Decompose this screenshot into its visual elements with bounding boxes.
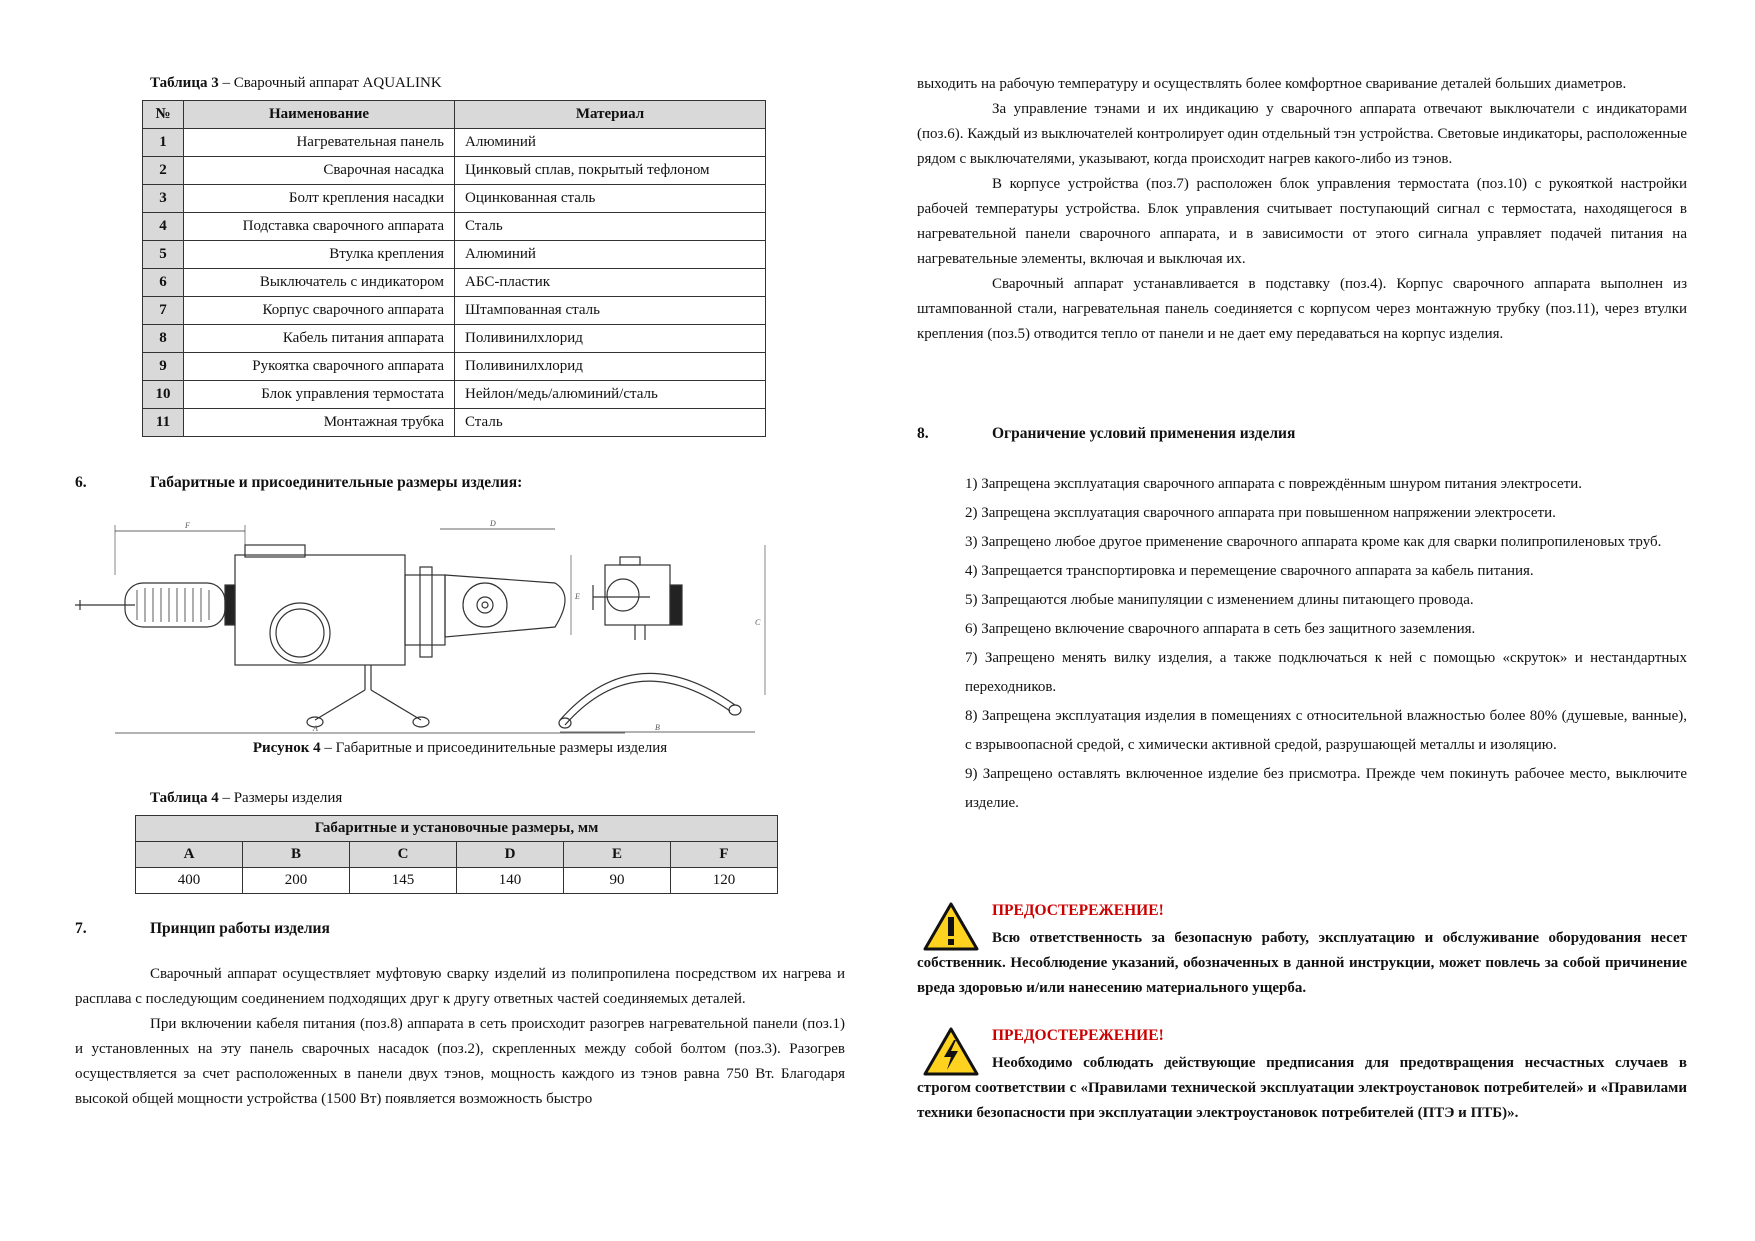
table-row: 10 Блок управления термостата Нейлон/медь/алюминий/сталь xyxy=(143,381,766,409)
list-item: 8) Запрещена эксплуатация изделия в помещениях с относительной влажностью более 80% (душевые, ванные), с взрывоопасной средой, с химически активной средой, разрушающей металлы и изоляцию. xyxy=(965,708,1687,753)
dim-label-f: F xyxy=(185,521,190,530)
list-item: 7) Запрещено менять вилку изделия, а также подключаться к ней с помощью «скруток» и нестандартных переходников. xyxy=(965,650,1687,695)
paragraph: Сварочный аппарат устанавливается в подставку (поз.4). Корпус сварочного аппарата выполнен из штампованной стали, нагревательная панель соединяется с корпусом через монтажную трубку (поз.11), через втулки крепления (поз.5) отводится тепло от панели и не дает ему передаваться на корпус изделия. xyxy=(917,276,1687,342)
table-row: 1 Нагревательная панель Алюминий xyxy=(143,129,766,157)
list-item: 5) Запрещаются любые манипуляции с изменением длины питающего провода. xyxy=(965,592,1474,608)
handle-shape xyxy=(125,583,225,627)
figure4-caption: Рисунок 4 – Габаритные и присоединительные размеры изделия xyxy=(252,740,668,756)
section6-heading: 6. Габаритные и присоединительные размеры изделия: xyxy=(75,474,523,491)
dim-label-b: B xyxy=(655,723,660,732)
welder-dimension-drawing xyxy=(75,515,845,737)
table-row: 4 Подставка сварочного аппарата Сталь xyxy=(143,213,766,241)
list-item: 6) Запрещено включение сварочного аппарата в сеть без защитного заземления. xyxy=(965,621,1476,637)
col-header-material: Материал xyxy=(455,101,766,129)
table-row: 11 Монтажная трубка Сталь xyxy=(143,409,766,437)
paragraph: В корпусе устройства (поз.7) расположен блок управления термостата (поз.10) с рукояткой настройки рабочей температуры устройства. Блок управления считывает поступающий сигнал с термостата, находящегося в нагревательной панели сварочного аппарата, и в зависимости от этого сигнала управляет подачей питания на нагревательные элементы, включая и выключая их. xyxy=(917,176,1687,267)
table-header-row: A B C D E F xyxy=(136,842,778,868)
warning-text: Всю ответственность за безопасную работу, эксплуатацию и обслуживание оборудования несет собственник. Несоблюдение указаний, обозначенных в данной инструкции, может повлечь за собой причинение вреда здоровью и/или нанесению материального ущерба. xyxy=(917,930,1687,996)
table-row: 9 Рукоятка сварочного аппарата Поливинилхлорид xyxy=(143,353,766,381)
section7-body-right xyxy=(917,72,1687,347)
paragraph: Сварочный аппарат осуществляет муфтовую сварку изделий из полипропилена посредством их нагрева и расплава с последующим соединением подходящих друг к другу ответных частей соединяемых деталей. xyxy=(75,966,845,1007)
list-item: 4) Запрещается транспортировка и перемещение сварочного аппарата за кабель питания. xyxy=(965,563,1534,579)
table-row: 400 200 145 140 90 120 xyxy=(136,868,778,894)
dim-label-c: C xyxy=(755,618,761,627)
dim-label-a: A xyxy=(313,724,318,733)
table-header-row xyxy=(143,101,766,129)
paragraph: выходить на рабочую температуру и осуществлять более комфортное сваривание деталей больших диаметров. xyxy=(917,76,1627,92)
table-row: 8 Кабель питания аппарата Поливинилхлорид xyxy=(143,325,766,353)
side-view-body xyxy=(605,565,670,625)
section8-heading: 8. Ограничение условий применения изделия xyxy=(917,425,1296,442)
table-header-row xyxy=(136,816,778,842)
section7-heading: 7. Принцип работы изделия xyxy=(75,920,330,937)
dimensions-table xyxy=(135,815,778,894)
col-header-name: Наименование xyxy=(184,101,455,129)
table-row: 3 Болт крепления насадки Оцинкованная сталь xyxy=(143,185,766,213)
paragraph: При включении кабеля питания (поз.8) аппарата в сеть происходит разогрев нагревательной панели (поз.1) и установленных на эту панель сварочных насадок (поз.2), скрепленных между собой болтом (поз.3). Разогрев осуществляется за счет расположенных в панели двух тэнов, мощность каждого из тэнов равна 750 Вт. Благодаря высокой общей мощности устройства (1500 Вт) появляется возможность быстро xyxy=(75,1016,845,1107)
table-row: 2 Сварочная насадка Цинковый сплав, покрытый тефлоном xyxy=(143,157,766,185)
list-item: 3) Запрещено любое другое применение сварочного аппарата кроме как для сварки полипропиленовых труб. xyxy=(965,534,1662,550)
table-row: 6 Выключатель с индикатором АБС-пластик xyxy=(143,269,766,297)
list-item: 1) Запрещена эксплуатация сварочного аппарата с повреждённым шнуром питания электросети. xyxy=(965,476,1582,492)
dimensions-header: Габаритные и установочные размеры, мм xyxy=(136,816,778,842)
dim-label-e: E xyxy=(575,592,580,601)
materials-table xyxy=(142,100,766,437)
warning-title: ПРЕДОСТЕРЕЖЕНИЕ! xyxy=(992,902,1164,919)
warning-title: ПРЕДОСТЕРЕЖЕНИЕ! xyxy=(992,1027,1164,1044)
table3-caption: Таблица 3 – Сварочный аппарат AQUALINK xyxy=(150,75,442,91)
dim-label-d: D xyxy=(490,519,496,528)
warning-text: Необходимо соблюдать действующие предписания для предотвращения несчастных случаев в строгом соответствии с «Правилами технической эксплуатации электроустановок потребителей» и «Правилами техники безопасности при эксплуатации электроустановок потребителей (ПТЭ и ПТБ)». xyxy=(917,1055,1687,1121)
paragraph: За управление тэнами и их индикацию у сварочного аппарата отвечают выключатели с индикаторами (поз.6). Каждый из выключателей контролирует один отдельный тэн устройства. Световые индикаторы, расположенные рядом с выключателями, указывают, когда происходит нагрев какого-либо из тэнов. xyxy=(917,101,1687,167)
col-header-num: № xyxy=(143,101,184,129)
table-row: 7 Корпус сварочного аппарата Штампованная сталь xyxy=(143,297,766,325)
section7-body-left xyxy=(75,962,845,1112)
table-row: 5 Втулка крепления Алюминий xyxy=(143,241,766,269)
list-item: 9) Запрещено оставлять включенное изделие без присмотра. Прежде чем покинуть рабочее место, выключите изделие. xyxy=(965,766,1687,811)
list-item: 2) Запрещена эксплуатация сварочного аппарата при повышенном напряжении электросети. xyxy=(965,505,1556,521)
restrictions-list xyxy=(965,470,1687,818)
table4-caption: Таблица 4 – Размеры изделия xyxy=(150,790,343,806)
